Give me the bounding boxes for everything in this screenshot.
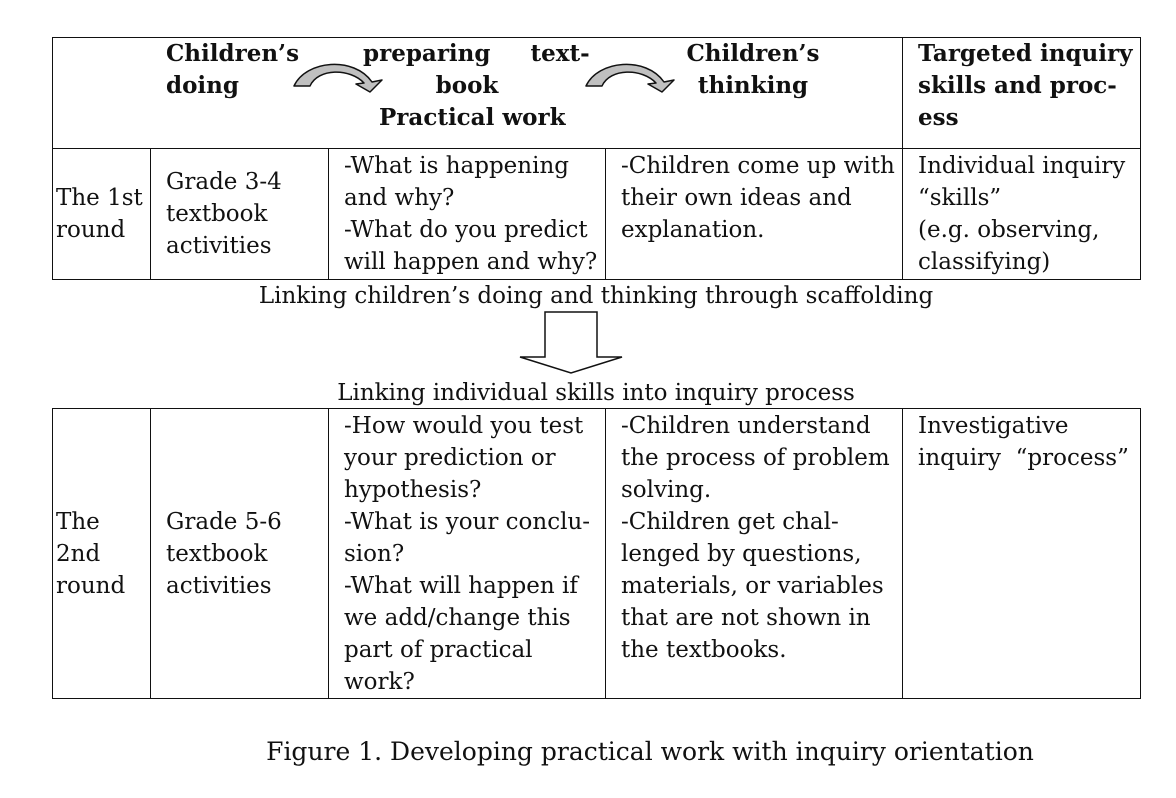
round2-thinking-line1: -Children understand: [621, 413, 871, 439]
header-targeted-line3: ess: [918, 104, 959, 131]
round1-question-line2: and why?: [344, 185, 455, 211]
round2-question-line7: we add/change this: [344, 605, 571, 631]
round1-skills-line1: Individual inquiry: [918, 153, 1126, 179]
top-table-header-divider: [902, 37, 903, 280]
top-table-col-divider-1: [150, 148, 151, 280]
round2-thinking-line3: solving.: [621, 477, 712, 503]
round1-thinking-line3: explanation.: [621, 217, 765, 243]
round2-label-line1: The: [56, 509, 100, 535]
round2-question-line9: work?: [344, 669, 415, 695]
round2-question-line8: part of practical: [344, 637, 533, 663]
round1-textbook-line2: textbook: [166, 201, 268, 227]
round1-skills-line3: (e.g. observing,: [918, 217, 1100, 243]
round1-skills-line2: “skills”: [918, 185, 1002, 211]
round2-question-line3: hypothesis?: [344, 477, 482, 503]
top-table-col-divider-2: [328, 148, 329, 280]
round2-label-line3: round: [56, 573, 126, 599]
round2-question-line5: sion?: [344, 541, 405, 567]
bottom-table-col-divider-3: [605, 408, 606, 699]
round1-skills-line4: classifying): [918, 249, 1051, 275]
bottom-table-col-divider-2: [328, 408, 329, 699]
header-thinking-line1: Children’s: [686, 40, 820, 67]
round2-question-line6: -What will happen if: [344, 573, 578, 599]
round2-thinking-line5: lenged by questions,: [621, 541, 862, 567]
header-preparing-line2: book: [435, 72, 499, 99]
round2-thinking-line7: that are not shown in: [621, 605, 871, 631]
round2-question-line2: your prediction or: [344, 445, 556, 471]
round2-skills-line1: Investigative: [918, 413, 1069, 439]
top-table-col-divider-3: [605, 148, 606, 280]
bottom-table-col-divider-1: [150, 408, 151, 699]
round2-skills-line2: inquiry “process”: [918, 445, 1129, 471]
round1-textbook-line3: activities: [166, 233, 272, 259]
round1-thinking-line1: -Children come up with: [621, 153, 895, 179]
round1-textbook-line1: Grade 3-4: [166, 169, 282, 195]
header-doing-line1: Children’s: [166, 40, 300, 67]
figure-caption: Figure 1. Developing practical work with inquiry orientation: [266, 737, 1034, 766]
round2-thinking-line2: the process of problem: [621, 445, 890, 471]
round2-thinking-line4: -Children get chal-: [621, 509, 839, 535]
round1-question-line1: -What is happening: [344, 153, 569, 179]
link-process-text: Linking individual skills into inquiry process: [337, 380, 855, 406]
round2-textbook-line1: Grade 5-6: [166, 509, 282, 535]
top-table-row-divider: [52, 148, 1141, 149]
round2-question-line4: -What is your conclu-: [344, 509, 591, 535]
round1-label-line2: round: [56, 217, 126, 243]
round2-thinking-line6: materials, or variables: [621, 573, 884, 599]
bottom-table-col-divider-4: [902, 408, 903, 699]
round2-textbook-line2: textbook: [166, 541, 268, 567]
round2-label-line2: 2nd: [56, 541, 101, 567]
round2-thinking-line8: the textbooks.: [621, 637, 787, 663]
header-targeted-line2: skills and proc-: [918, 72, 1117, 99]
down-arrow-icon: [518, 311, 624, 375]
round1-thinking-line2: their own ideas and: [621, 185, 852, 211]
round2-textbook-line3: activities: [166, 573, 272, 599]
header-preparing-line1: preparing text-: [363, 40, 590, 67]
header-thinking-line2: thinking: [697, 72, 809, 99]
round1-question-line3: -What do you predict: [344, 217, 588, 243]
header-targeted-line1: Targeted inquiry: [918, 40, 1133, 67]
round1-label-line1: The 1st: [56, 185, 143, 211]
header-practical-work: Practical work: [379, 104, 566, 131]
round2-question-line1: -How would you test: [344, 413, 584, 439]
header-doing-line2: doing: [166, 72, 239, 99]
round1-question-line4: will happen and why?: [344, 249, 598, 275]
link-scaffolding-text: Linking children’s doing and thinking through scaffolding: [258, 283, 934, 309]
